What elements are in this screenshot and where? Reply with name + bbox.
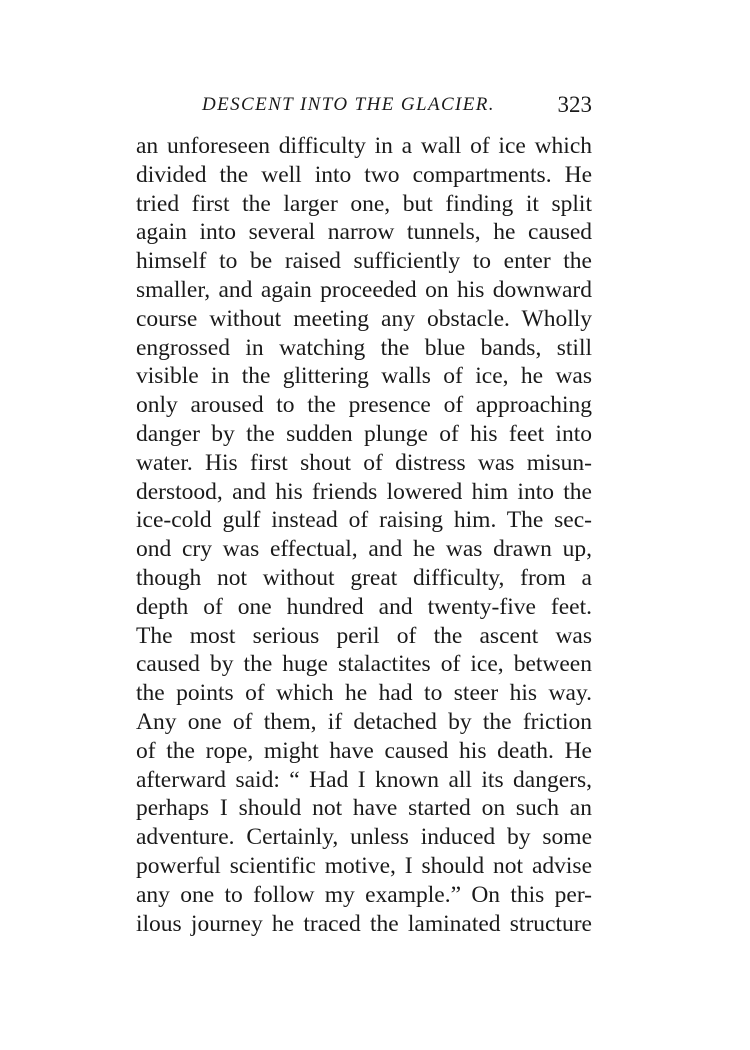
text-line: danger by the sudden plunge of his feet into <box>136 420 592 447</box>
text-line: the points of which he had to steer his way. <box>136 680 592 707</box>
running-title: DESCENT INTO THE GLACIER. <box>202 94 495 115</box>
text-line: afterward said: “ Had I known all its dangers, <box>136 766 592 793</box>
text-line: adventure. Certainly, unless induced by some <box>136 824 592 851</box>
text-line: powerful scientific motive, I should not advise <box>136 852 592 879</box>
text-line: Any one of them, if detached by the friction <box>136 708 592 735</box>
text-line: only aroused to the presence of approaching <box>136 392 592 419</box>
text-line: depth of one hundred and twenty-five feet. <box>136 593 592 620</box>
text-line: ice-cold gulf instead of raising him. The sec- <box>136 507 592 534</box>
text-line: an unforeseen difficulty in a wall of ice which <box>136 133 592 159</box>
text-line: course without meeting any obstacle. Wholly <box>136 305 592 332</box>
running-head <box>136 92 592 122</box>
text-line: again into several narrow tunnels, he caused <box>136 219 592 246</box>
text-line: caused by the huge stalactites of ice, between <box>136 651 592 678</box>
text-line: of the rope, might have caused his death. He <box>136 737 592 764</box>
text-line: water. His first shout of distress was misun- <box>136 449 592 476</box>
text-line: perhaps I should not have started on such an <box>136 795 592 822</box>
text-line: engrossed in watching the blue bands, still <box>136 334 592 361</box>
text-line: visible in the glittering walls of ice, he was <box>136 363 592 390</box>
page-number: 323 <box>557 92 592 117</box>
body-text <box>136 132 592 938</box>
text-line: ilous journey he traced the laminated structure <box>136 910 592 937</box>
text-line: ond cry was effectual, and he was drawn up, <box>136 536 592 563</box>
text-line: derstood, and his friends lowered him into the <box>136 478 592 505</box>
text-line: divided the well into two compartments. He <box>136 161 592 188</box>
text-line: any one to follow my example.” On this per- <box>136 881 592 908</box>
text-line: himself to be raised sufficiently to enter the <box>136 248 592 275</box>
text-line: The most serious peril of the ascent was <box>136 622 592 649</box>
text-line: tried first the larger one, but finding it split <box>136 190 592 217</box>
text-line: smaller, and again proceeded on his downward <box>136 276 592 303</box>
text-line: though not without great difficulty, from a <box>136 564 592 591</box>
